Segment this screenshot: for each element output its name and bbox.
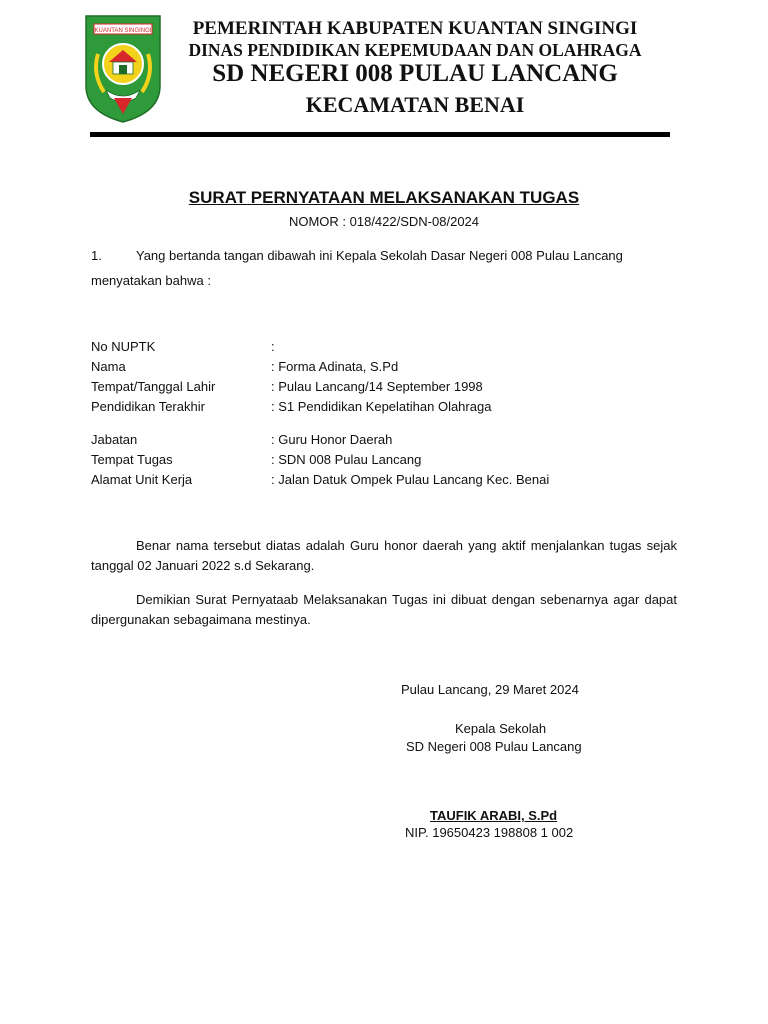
signature-name: TAUFIK ARABI, S.Pd [430, 808, 558, 823]
field-label-pendidikan: Pendidikan Terakhir [91, 399, 205, 414]
statement-paragraph: Benar nama tersebut diatas adalah Guru honor daerah yang aktif menjalankan tugas sejak tanggal 02 Januari 2022 s.d Sekarang. [91, 538, 677, 573]
closing-paragraph: Demikian Surat Pernyataab Melaksanakan Tugas ini dibuat dengan sebenarnya agar dapat dipergunakan sebagaimana mestinya. [91, 592, 677, 627]
signature-place-date: Pulau Lancang, 29 Maret 2024 [401, 682, 579, 697]
field-label-ttl: Tempat/Tanggal Lahir [91, 379, 216, 394]
signature-school: SD Negeri 008 Pulau Lancang [406, 739, 582, 754]
field-value-pendidikan: : S1 Pendidikan Kepelatihan Olahraga [271, 399, 492, 414]
header-department-line: DINAS PENDIDIKAN KEPEMUDAAN DAN OLAHRAGA [188, 40, 642, 60]
document-number: NOMOR : 018/422/SDN-08/2024 [288, 214, 480, 229]
field-value-nuptk: : [271, 339, 275, 354]
intro-text: Yang bertanda tangan dibawah ini Kepala Sekolah Dasar Negeri 008 Pulau Lancang [136, 248, 623, 263]
field-value-jabatan: : Guru Honor Daerah [271, 432, 393, 447]
signature-position: Kepala Sekolah [455, 721, 547, 736]
field-value-tempat-tugas: : SDN 008 Pulau Lancang [271, 452, 422, 467]
logo-banner-text: KUANTAN SINGINGI [94, 28, 152, 34]
field-label-jabatan: Jabatan [91, 432, 138, 447]
header-district-line: KECAMATAN BENAI [305, 92, 525, 117]
field-label-nama: Nama [91, 359, 126, 374]
header-school-name: SD NEGERI 008 PULAU LANCANG [212, 60, 618, 87]
field-label-tempat-tugas: Tempat Tugas [91, 452, 173, 467]
kuantan-singingi-emblem-logo [84, 14, 162, 124]
field-value-ttl: : Pulau Lancang/14 September 1998 [271, 379, 483, 394]
field-label-nuptk: No NUPTK [91, 339, 156, 354]
header-government-line: PEMERINTAH KABUPATEN KUANTAN SINGINGI [192, 18, 638, 39]
field-value-nama: : Forma Adinata, S.Pd [271, 359, 399, 374]
field-label-alamat: Alamat Unit Kerja [91, 472, 193, 487]
document-title: SURAT PERNYATAAN MELAKSANAKAN TUGAS [188, 188, 580, 207]
signature-nip: NIP. 19650423 198808 1 002 [405, 825, 574, 840]
header-divider [90, 132, 670, 137]
intro-continuation: menyatakan bahwa : [91, 273, 211, 288]
field-value-alamat: : Jalan Datuk Ompek Pulau Lancang Kec. Benai [271, 472, 550, 487]
intro-number: 1. [91, 248, 102, 263]
